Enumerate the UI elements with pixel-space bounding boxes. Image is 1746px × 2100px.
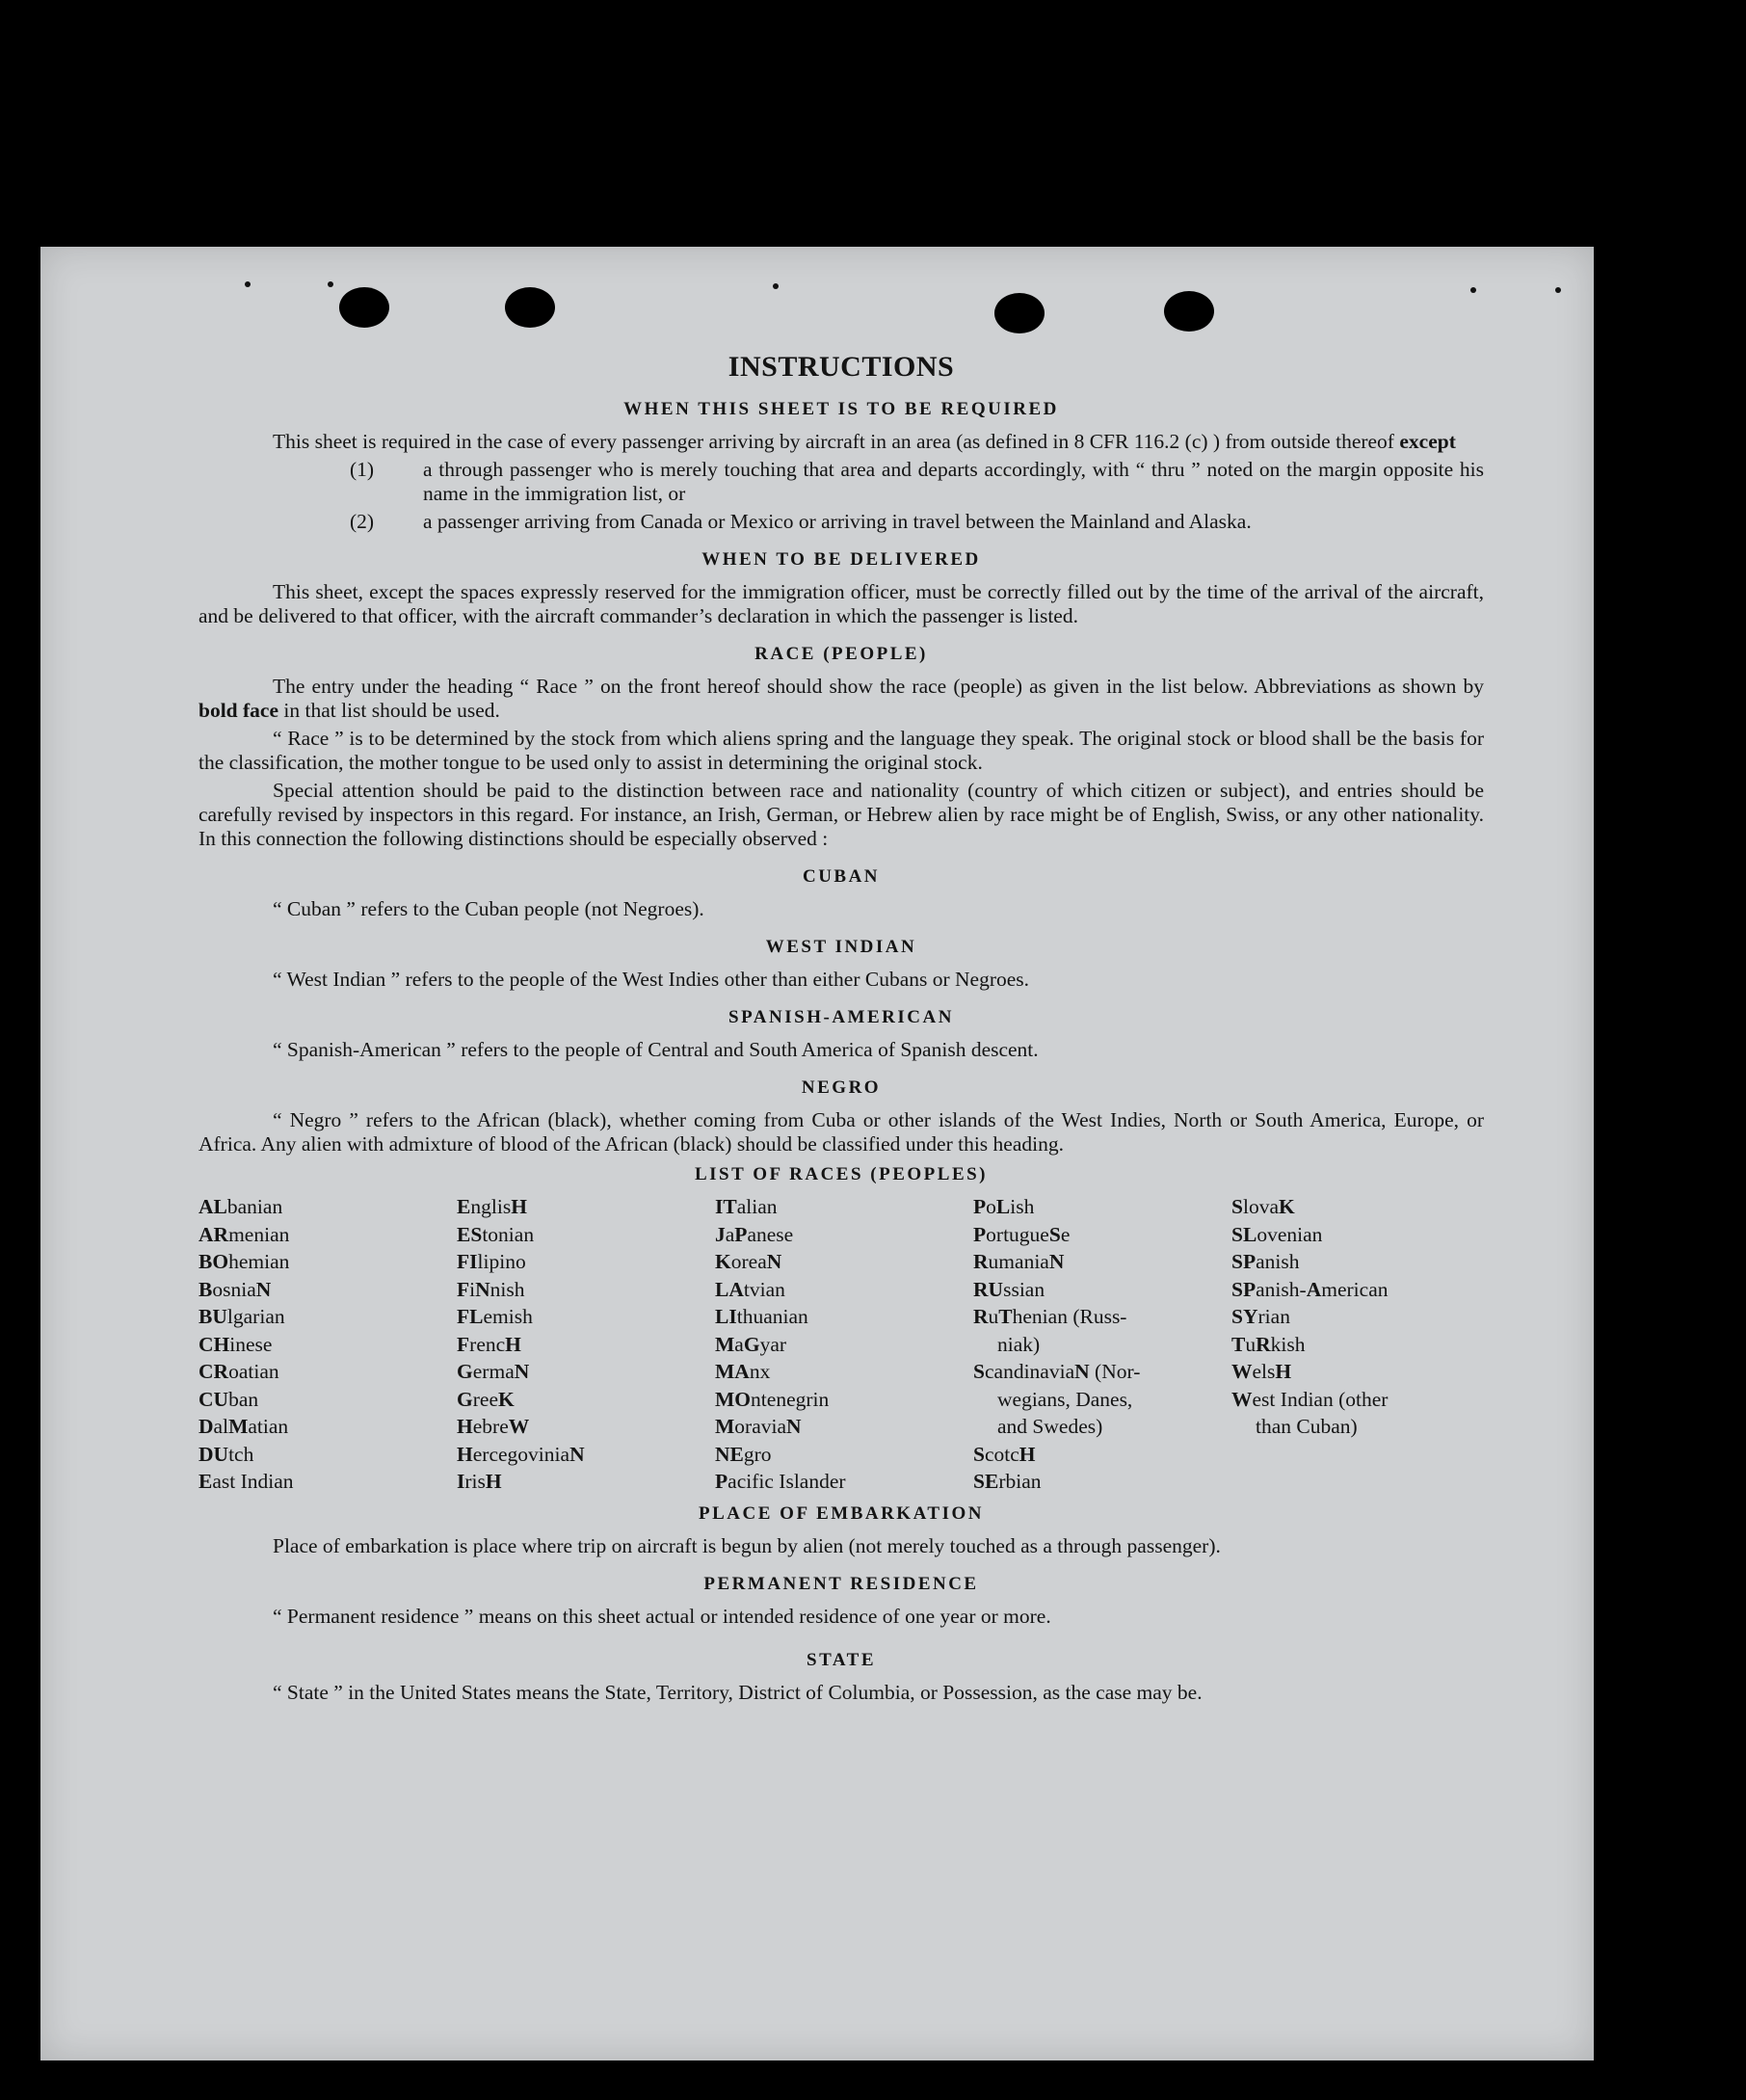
race-entry: MAnx bbox=[715, 1360, 771, 1383]
section-heading-embarkation: PLACE OF EMBARKATION bbox=[699, 1502, 984, 1524]
race-p1-a: The entry under the heading “ Race ” on the front hereof should show the race (people) as given in the list below. Abbreviations as shown by bbox=[273, 675, 1484, 698]
exception-item bbox=[198, 510, 1484, 534]
race-entry: FLemish bbox=[457, 1305, 533, 1328]
race-entry: BOhemian bbox=[198, 1250, 290, 1273]
section-heading-negro: NEGRO bbox=[801, 1077, 882, 1098]
race-entry: EStonian bbox=[457, 1222, 535, 1246]
exception-text: a through passenger who is merely touching that area and departs accordingly, with “ thru ” noted on the margin opposite his name in the immigration list, or bbox=[423, 458, 1484, 505]
race-entry: HebreW bbox=[457, 1415, 530, 1438]
race-entry: East Indian bbox=[198, 1470, 294, 1493]
race-entry: niak) bbox=[997, 1332, 1041, 1356]
race-entry: than Cuban) bbox=[1256, 1415, 1358, 1438]
race-entry: MOntenegrin bbox=[715, 1387, 830, 1411]
race-entry: DalMatian bbox=[198, 1415, 289, 1438]
race-entry: Pacific Islander bbox=[715, 1470, 846, 1493]
speck bbox=[328, 281, 333, 287]
race-entry: FiNnish bbox=[457, 1277, 525, 1301]
race-entry: JaPanese bbox=[715, 1222, 794, 1246]
race-entry: DUtch bbox=[198, 1442, 254, 1466]
race-entry: MaGyar bbox=[715, 1332, 787, 1356]
race-entry: ITalian bbox=[715, 1195, 778, 1218]
race-entry: HercegoviniaN bbox=[457, 1442, 585, 1466]
race-entry: TuRkish bbox=[1231, 1332, 1306, 1356]
race-entry: RumaniaN bbox=[973, 1250, 1065, 1273]
race-entry: MoraviaN bbox=[715, 1415, 802, 1438]
punch-hole bbox=[994, 293, 1045, 333]
required-intro-text: This sheet is required in the case of every passenger arriving by aircraft in an area (as defined in 8 CFR 116.2 (c) ) from outside thereof bbox=[273, 430, 1394, 453]
race-entry: EnglisH bbox=[457, 1195, 527, 1218]
race-entry: CUban bbox=[198, 1387, 259, 1411]
race-entry: BUlgarian bbox=[198, 1305, 285, 1328]
race-entry: ScandinaviaN (Nor- bbox=[973, 1360, 1141, 1383]
speck bbox=[773, 283, 779, 289]
page-title: INSTRUCTIONS bbox=[728, 351, 955, 383]
race-entry: CRoatian bbox=[198, 1360, 279, 1383]
embarkation-text: Place of embarkation is place where trip on aircraft is begun by alien (not merely touched as a through passenger). bbox=[273, 1533, 1221, 1557]
race-entry: CHinese bbox=[198, 1332, 273, 1356]
document-page bbox=[40, 247, 1594, 2060]
race-entry: GermaN bbox=[457, 1360, 530, 1383]
race-paragraph-3: Special attention should be paid to the distinction between race and nationality (country of which citizen or subject), and entries should be carefully revised by inspectors in this regard. For instance, an Irish, German, or Hebrew alien by race might be of English, Swiss, or any other nationality. In this connection the following distinctions should be especially observed : bbox=[198, 779, 1484, 850]
exception-number: (1) bbox=[350, 458, 375, 481]
negro-text: “ Negro ” refers to the African (black), whether coming from Cuba or other islands of the West Indies, North or South America, Europe, or Africa. Any alien with admixture of blood of the African (black) should be classified under this heading. bbox=[198, 1108, 1484, 1156]
race-entry: IrisH bbox=[457, 1470, 502, 1493]
races-column-3 bbox=[715, 1193, 973, 1496]
punch-hole bbox=[339, 287, 389, 328]
exception-item bbox=[198, 458, 1484, 506]
exception-number: (2) bbox=[350, 510, 375, 533]
section-heading-residence: PERMANENT RESIDENCE bbox=[703, 1573, 979, 1594]
delivered-text: This sheet, except the spaces expressly reserved for the immigration officer, must be correctly filled out by the time of the arrival of the aircraft, and be delivered to that officer, with the aircraft commander’s declaration in which the passenger is listed. bbox=[198, 580, 1484, 627]
races-column-5 bbox=[1231, 1193, 1484, 1496]
section-heading-list-of-races: LIST OF RACES (PEOPLES) bbox=[694, 1164, 989, 1184]
race-entry: NEgro bbox=[715, 1442, 772, 1466]
race-entry: West Indian (other bbox=[1231, 1387, 1389, 1411]
race-entry: WelsH bbox=[1231, 1360, 1292, 1383]
race-entry: SYrian bbox=[1231, 1305, 1290, 1328]
punch-hole bbox=[505, 287, 555, 328]
race-entry: LAtvian bbox=[715, 1277, 785, 1301]
section-heading-state: STATE bbox=[807, 1649, 876, 1670]
race-entry: PoLish bbox=[973, 1195, 1035, 1218]
race-paragraph-2: “ Race ” is to be determined by the stock from which aliens spring and the language they speak. The original stock or blood shall be the basis for the classification, the mother tongue to be used only to assist in determining the original stock. bbox=[198, 727, 1484, 774]
section-heading-cuban: CUBAN bbox=[802, 866, 881, 887]
race-entry: BosniaN bbox=[198, 1277, 272, 1301]
races-column-4 bbox=[973, 1193, 1231, 1496]
race-entry: SPanish bbox=[1231, 1250, 1300, 1273]
race-entry: ScotcH bbox=[973, 1442, 1036, 1466]
race-entry: FrencH bbox=[457, 1332, 521, 1356]
race-entry: KoreaN bbox=[715, 1250, 782, 1273]
speck bbox=[1555, 287, 1561, 293]
required-intro-except: except bbox=[1399, 430, 1456, 453]
race-entry: RuThenian (Russ- bbox=[973, 1305, 1127, 1328]
races-column-1 bbox=[198, 1193, 457, 1496]
race-entry: wegians, Danes, bbox=[997, 1387, 1133, 1411]
section-heading-required: WHEN THIS SHEET IS TO BE REQUIRED bbox=[623, 399, 1059, 419]
race-entry: SlovaK bbox=[1231, 1195, 1295, 1218]
races-table bbox=[198, 1193, 1484, 1496]
race-entry: ARmenian bbox=[198, 1222, 290, 1246]
race-entry: SErbian bbox=[973, 1470, 1042, 1493]
punch-hole bbox=[1164, 291, 1214, 332]
race-paragraph-1 bbox=[198, 675, 1484, 723]
section-heading-west-indian: WEST INDIAN bbox=[765, 937, 917, 957]
required-intro bbox=[198, 430, 1484, 454]
state-text: “ State ” in the United States means the State, Territory, District of Columbia, or Possession, as the case may be. bbox=[273, 1680, 1203, 1704]
race-entry: SLovenian bbox=[1231, 1222, 1323, 1246]
races-column-2 bbox=[457, 1193, 715, 1496]
exception-list bbox=[198, 458, 1484, 534]
race-p1-bold: bold face bbox=[198, 699, 279, 722]
instructions-content bbox=[198, 351, 1484, 1709]
race-entry: and Swedes) bbox=[997, 1415, 1103, 1438]
speck bbox=[245, 281, 251, 287]
race-entry: FIlipino bbox=[457, 1250, 526, 1273]
spanish-american-text: “ Spanish-American ” refers to the people of Central and South America of Spanish descent. bbox=[273, 1038, 1039, 1061]
cuban-text: “ Cuban ” refers to the Cuban people (not Negroes). bbox=[273, 897, 704, 920]
speck bbox=[1470, 287, 1476, 293]
residence-text: “ Permanent residence ” means on this sheet actual or intended residence of one year or more. bbox=[273, 1604, 1051, 1628]
race-entry: RUssian bbox=[973, 1277, 1045, 1301]
race-entry: GreeK bbox=[457, 1387, 515, 1411]
section-heading-race: RACE (PEOPLE) bbox=[754, 644, 928, 664]
section-heading-spanish-american: SPANISH-AMERICAN bbox=[728, 1007, 954, 1027]
race-entry: SPanish-American bbox=[1231, 1277, 1389, 1301]
exception-text: a passenger arriving from Canada or Mexico or arriving in travel between the Mainland and Alaska. bbox=[423, 510, 1252, 533]
race-entry: ALbanian bbox=[198, 1195, 283, 1218]
race-entry: LIthuanian bbox=[715, 1305, 808, 1328]
race-entry: PortugueSe bbox=[973, 1222, 1071, 1246]
section-heading-delivered: WHEN TO BE DELIVERED bbox=[701, 549, 981, 570]
west-indian-text: “ West Indian ” refers to the people of the West Indies other than either Cubans or Negroes. bbox=[273, 968, 1030, 991]
race-p1-b: in that list should be used. bbox=[283, 699, 500, 722]
